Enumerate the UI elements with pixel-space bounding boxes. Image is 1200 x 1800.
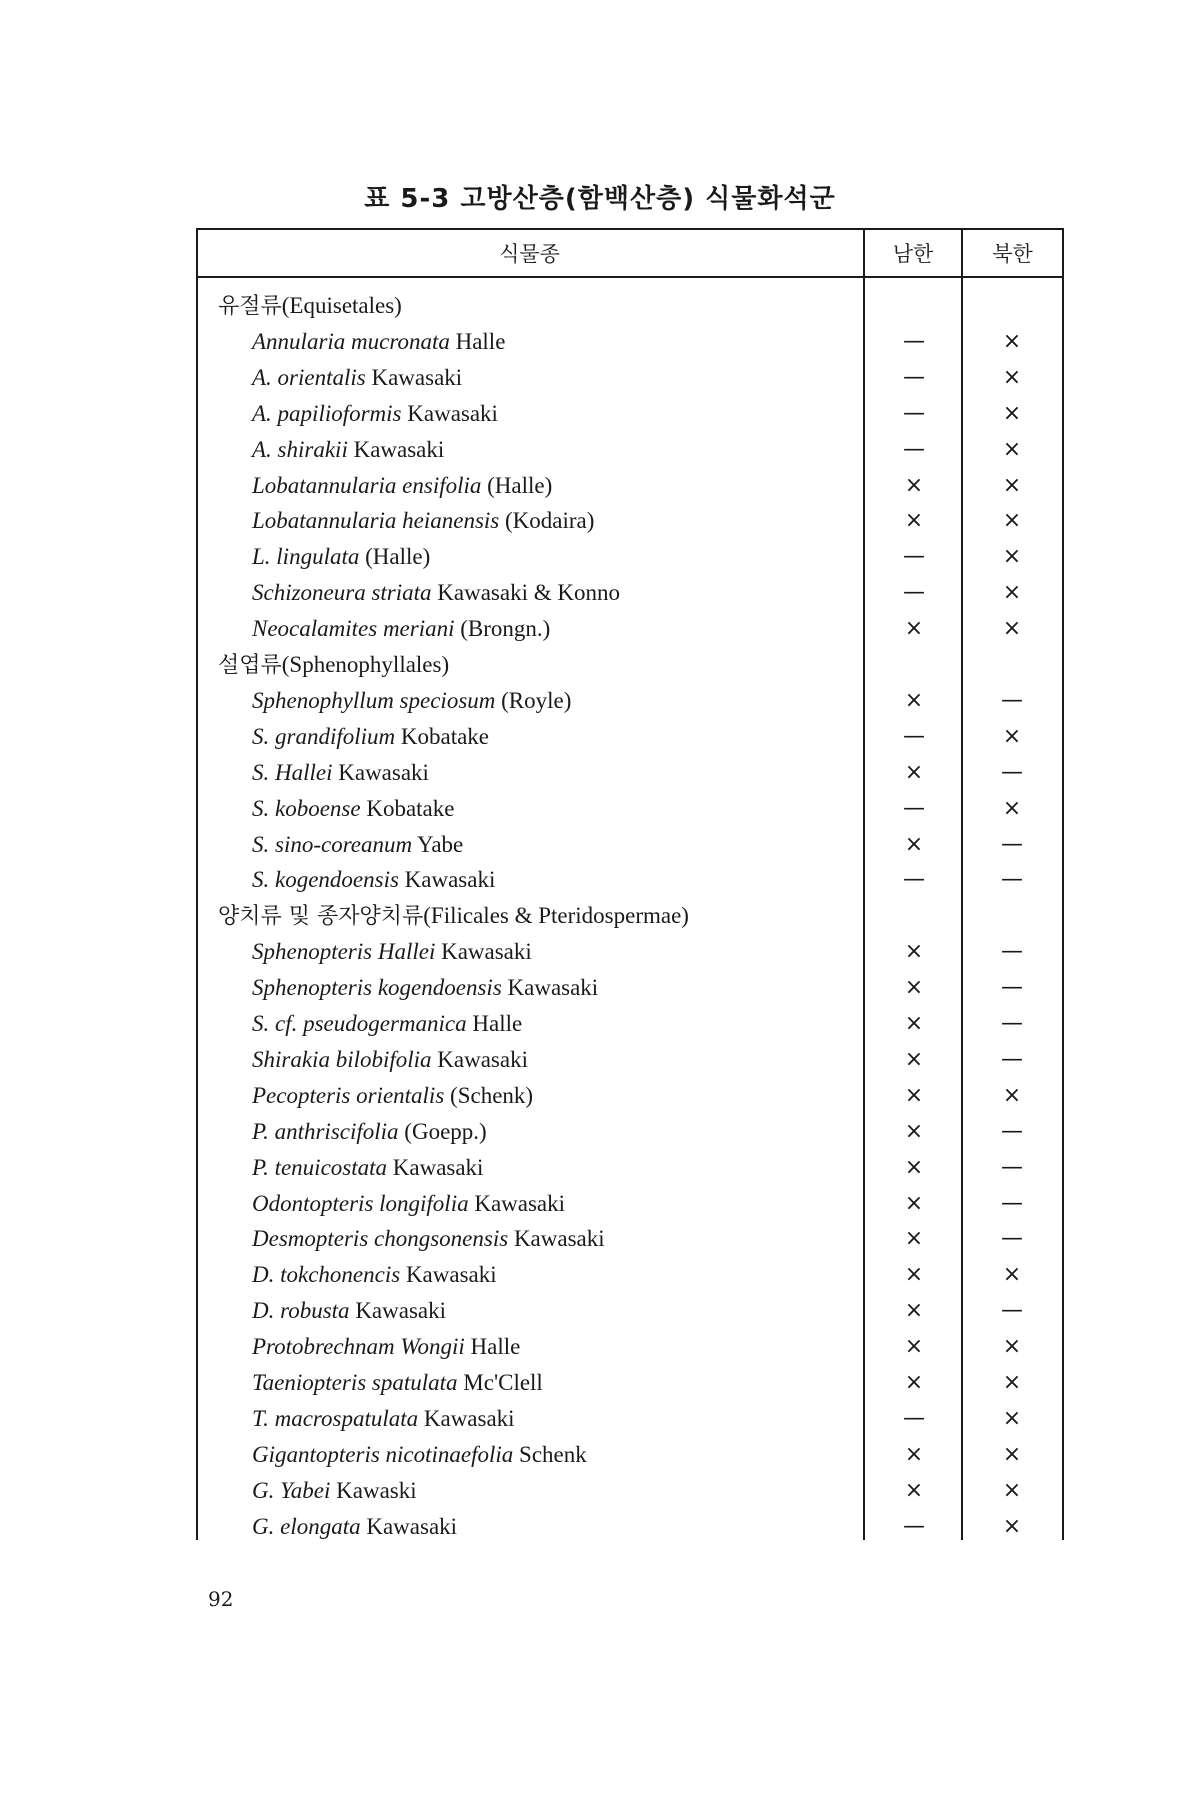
- species-author: (Royle): [495, 687, 572, 713]
- species-cell: [252, 1257, 497, 1293]
- species-cell: [252, 755, 429, 791]
- species-row: [196, 1114, 1064, 1150]
- species-author: Kawasaki & Konno: [431, 580, 620, 606]
- south-occurrence: —: [903, 328, 925, 354]
- species-row: [196, 432, 1064, 468]
- species-name: T. macrospatulata: [252, 1405, 419, 1431]
- south-occurrence: —: [903, 364, 925, 390]
- north-occurrence: —: [1001, 687, 1023, 713]
- species-row: [196, 719, 1064, 755]
- header-rule: [196, 276, 1064, 278]
- species-name: S. koboense: [252, 795, 361, 821]
- species-name: S. cf. pseudogermanica: [252, 1011, 467, 1036]
- species-name: Annularia mucronata: [252, 328, 450, 354]
- north-occurrence: ×: [1002, 328, 1022, 354]
- south-occurrence: ×: [904, 616, 924, 642]
- north-occurrence: ×: [1002, 508, 1022, 534]
- species-cell: [252, 1437, 587, 1473]
- species-name: A. orientalis: [252, 364, 366, 390]
- species-author: Kobatake: [360, 795, 455, 821]
- header-species: 식물종: [499, 242, 560, 266]
- north-occurrence: —: [1001, 831, 1023, 857]
- south-occurrence: ×: [904, 759, 924, 785]
- species-name: D. robusta: [252, 1298, 350, 1324]
- south-occurrence: —: [903, 400, 925, 426]
- south-occurrence: ×: [904, 1226, 924, 1252]
- group-row: [196, 647, 1064, 683]
- species-cell: [252, 1293, 446, 1329]
- species-cell: [252, 468, 552, 504]
- species-author: Mc'Clell: [457, 1370, 543, 1395]
- north-occurrence: ×: [1002, 795, 1022, 821]
- species-row: [196, 468, 1064, 504]
- species-author: (Goepp.): [398, 1118, 487, 1144]
- species-cell: [252, 1221, 605, 1257]
- north-occurrence: —: [1001, 1226, 1023, 1252]
- south-occurrence: —: [903, 436, 925, 462]
- north-occurrence: ×: [1002, 1370, 1022, 1395]
- south-occurrence: ×: [904, 508, 924, 534]
- north-occurrence: ×: [1002, 1405, 1022, 1431]
- group-row: [196, 288, 1064, 324]
- group-name-latin: (Filicales & Pteridospermae): [423, 903, 689, 929]
- header-north: 북한: [992, 242, 1033, 266]
- species-cell: [252, 1401, 515, 1437]
- species-cell: [252, 1329, 520, 1365]
- table-title: 표 5-3 고방산층(함백산층) 식물화석군: [364, 184, 836, 214]
- species-cell: [252, 1006, 522, 1042]
- species-name: S. Hallei: [252, 759, 333, 785]
- north-occurrence: —: [1001, 1046, 1023, 1072]
- species-author: Halle: [466, 1011, 523, 1036]
- group-label: [218, 647, 449, 684]
- group-row: [196, 898, 1064, 934]
- species-name: Lobatannularia heianensis: [252, 508, 500, 534]
- group-name-korean: 유절류: [218, 294, 282, 319]
- species-cell: [252, 1078, 533, 1114]
- species-name: Shirakia bilobifolia: [252, 1046, 432, 1072]
- species-row: [196, 611, 1064, 647]
- north-occurrence: ×: [1002, 1513, 1022, 1539]
- north-occurrence: ×: [1002, 580, 1022, 606]
- species-name: G. elongata: [252, 1513, 361, 1539]
- species-row: [196, 1293, 1064, 1329]
- species-row: [196, 1042, 1064, 1078]
- species-author: Kawasaki: [360, 1513, 458, 1539]
- species-name: D. tokchonencis: [252, 1262, 401, 1288]
- species-name: Sphenopteris kogendoensis: [252, 975, 502, 1001]
- species-author: Kawasaki: [365, 364, 463, 390]
- species-row: [196, 1329, 1064, 1365]
- north-occurrence: ×: [1002, 1262, 1022, 1288]
- south-occurrence: —: [903, 867, 925, 893]
- species-name: Gigantopteris nicotinaefolia: [252, 1441, 514, 1467]
- species-author: Kobatake: [395, 723, 490, 749]
- group-name-korean: 설엽류: [218, 653, 282, 678]
- group-name-latin: (Equisetales): [281, 293, 402, 318]
- species-cell: [252, 575, 620, 611]
- header-south: 남한: [892, 242, 934, 266]
- species-row: [196, 1437, 1064, 1473]
- species-row: [196, 575, 1064, 611]
- species-cell: [252, 1042, 528, 1078]
- north-occurrence: —: [1001, 867, 1023, 893]
- south-occurrence: —: [903, 1513, 925, 1539]
- top-rule: [196, 228, 1064, 230]
- species-author: Kawasaki: [435, 939, 532, 965]
- species-row: [196, 970, 1064, 1006]
- north-occurrence: ×: [1002, 436, 1022, 462]
- species-name: Sphenopteris Hallei: [252, 939, 436, 965]
- species-row: [196, 1509, 1064, 1545]
- species-name: G. Yabei: [252, 1477, 331, 1503]
- south-occurrence: —: [903, 795, 925, 821]
- south-occurrence: —: [903, 580, 925, 606]
- north-occurrence: —: [1001, 1190, 1023, 1216]
- species-row: [196, 503, 1064, 539]
- species-name: Desmopteris chongsonensis: [252, 1226, 509, 1252]
- species-row: [196, 1401, 1064, 1437]
- north-occurrence: ×: [1002, 1082, 1022, 1108]
- species-author: Kawasaki: [398, 867, 496, 893]
- species-cell: [252, 1150, 483, 1186]
- north-occurrence: ×: [1002, 1441, 1022, 1467]
- species-row: [196, 683, 1064, 719]
- species-name: Lobatannularia ensifolia: [252, 472, 482, 498]
- species-cell: [252, 503, 594, 539]
- group-label: [218, 898, 689, 935]
- north-occurrence: ×: [1002, 1477, 1022, 1503]
- species-author: Halle: [449, 328, 506, 354]
- species-name: S. grandifolium: [252, 723, 396, 749]
- species-author: Kawasaki: [418, 1405, 515, 1431]
- species-row: [196, 396, 1064, 432]
- species-cell: [252, 432, 444, 468]
- north-occurrence: —: [1001, 1011, 1023, 1036]
- species-cell: [252, 1186, 565, 1222]
- north-occurrence: ×: [1002, 364, 1022, 390]
- fossil-table: [196, 228, 1064, 1540]
- south-occurrence: ×: [904, 975, 924, 1001]
- species-name: A. papilioformis: [252, 400, 402, 426]
- species-cell: [252, 791, 454, 827]
- species-row: [196, 755, 1064, 791]
- species-cell: [252, 611, 550, 647]
- species-row: [196, 862, 1064, 898]
- north-occurrence: —: [1001, 759, 1023, 785]
- species-name: Odontopteris longifolia: [252, 1190, 469, 1216]
- south-occurrence: ×: [904, 1477, 924, 1503]
- group-label: [218, 288, 402, 325]
- species-author: (Halle): [359, 544, 431, 570]
- south-occurrence: ×: [904, 939, 924, 965]
- south-occurrence: ×: [904, 472, 924, 498]
- species-row: [196, 1221, 1064, 1257]
- species-cell: [252, 719, 489, 755]
- south-occurrence: ×: [904, 1118, 924, 1144]
- species-row: [196, 360, 1064, 396]
- species-name: S. kogendoensis: [252, 867, 399, 893]
- species-author: Kawaski: [330, 1477, 417, 1503]
- species-row: [196, 1473, 1064, 1509]
- south-occurrence: ×: [904, 1370, 924, 1395]
- north-occurrence: —: [1001, 1154, 1023, 1180]
- species-row: [196, 1257, 1064, 1293]
- north-occurrence: ×: [1002, 472, 1022, 498]
- species-cell: [252, 1509, 457, 1545]
- species-author: Kawasaki: [347, 436, 445, 462]
- species-row: [196, 1078, 1064, 1114]
- species-row: [196, 791, 1064, 827]
- species-author: Kawasaki: [400, 1262, 497, 1288]
- north-occurrence: —: [1001, 939, 1023, 965]
- south-occurrence: ×: [904, 1441, 924, 1467]
- species-author: (Schenk): [444, 1082, 534, 1108]
- species-cell: [252, 970, 598, 1006]
- species-author: Schenk: [513, 1441, 587, 1467]
- south-occurrence: ×: [904, 1190, 924, 1216]
- south-occurrence: ×: [904, 1011, 924, 1036]
- species-cell: [252, 934, 532, 970]
- species-cell: [252, 1365, 543, 1401]
- species-cell: [252, 360, 462, 396]
- species-name: Schizoneura striata: [252, 580, 432, 606]
- species-author: Kawasaki: [332, 759, 429, 785]
- species-name: Neocalamites meriani: [252, 616, 455, 642]
- species-name: Protobrechnam Wongii: [252, 1334, 465, 1360]
- species-row: [196, 1186, 1064, 1222]
- species-name: Taeniopteris spatulata: [252, 1370, 458, 1395]
- species-cell: [252, 396, 498, 432]
- south-occurrence: —: [903, 1405, 925, 1431]
- species-author: Kawasaki: [508, 1226, 605, 1252]
- species-row: [196, 324, 1064, 360]
- north-occurrence: —: [1001, 975, 1023, 1001]
- species-name: S. sino-coreanum: [252, 831, 413, 857]
- species-author: Kawasaki: [387, 1154, 484, 1180]
- north-occurrence: ×: [1002, 544, 1022, 570]
- south-occurrence: ×: [904, 1298, 924, 1324]
- south-occurrence: ×: [904, 687, 924, 713]
- species-name: Sphenophyllum speciosum: [252, 687, 496, 713]
- species-row: [196, 1365, 1064, 1401]
- south-occurrence: ×: [904, 1154, 924, 1180]
- species-cell: [252, 539, 430, 575]
- species-name: Pecopteris orientalis: [252, 1082, 445, 1108]
- species-row: [196, 1006, 1064, 1042]
- species-cell: [252, 827, 463, 863]
- species-cell: [252, 324, 505, 360]
- species-name: L. lingulata: [252, 544, 360, 570]
- species-name: P. tenuicostata: [252, 1154, 388, 1180]
- species-author: Kawasaki: [349, 1298, 446, 1324]
- species-row: [196, 1150, 1064, 1186]
- species-name: P. anthriscifolia: [252, 1118, 399, 1144]
- south-occurrence: ×: [904, 1046, 924, 1072]
- species-author: (Kodaira): [499, 508, 595, 534]
- species-author: Kawasaki: [468, 1190, 566, 1216]
- group-name-latin: (Sphenophyllales): [281, 652, 450, 677]
- south-occurrence: ×: [904, 831, 924, 857]
- south-occurrence: —: [903, 544, 925, 570]
- species-author: Yabe: [412, 831, 464, 857]
- species-row: [196, 827, 1064, 863]
- south-occurrence: ×: [904, 1262, 924, 1288]
- species-author: Kawasaki: [431, 1046, 528, 1072]
- species-cell: [252, 1473, 417, 1509]
- north-occurrence: —: [1001, 1118, 1023, 1144]
- species-cell: [252, 1114, 487, 1150]
- north-occurrence: —: [1001, 1298, 1023, 1324]
- south-occurrence: —: [903, 723, 925, 749]
- north-occurrence: ×: [1002, 616, 1022, 642]
- group-name-korean: 양치류 및 종자양치류: [218, 904, 424, 930]
- species-author: (Brongn.): [454, 616, 551, 642]
- species-name: A. shirakii: [252, 436, 348, 462]
- north-occurrence: ×: [1002, 723, 1022, 749]
- south-occurrence: ×: [904, 1334, 924, 1360]
- north-occurrence: ×: [1002, 1334, 1022, 1360]
- species-cell: [252, 862, 495, 898]
- species-author: Kawasaki: [501, 975, 599, 1001]
- species-author: Halle: [464, 1334, 521, 1360]
- species-row: [196, 934, 1064, 970]
- north-occurrence: ×: [1002, 400, 1022, 426]
- species-cell: [252, 683, 571, 719]
- species-row: [196, 539, 1064, 575]
- south-occurrence: ×: [904, 1082, 924, 1108]
- species-author: (Halle): [481, 472, 553, 498]
- species-author: Kawasaki: [401, 400, 498, 426]
- page-number: 92: [208, 1587, 234, 1611]
